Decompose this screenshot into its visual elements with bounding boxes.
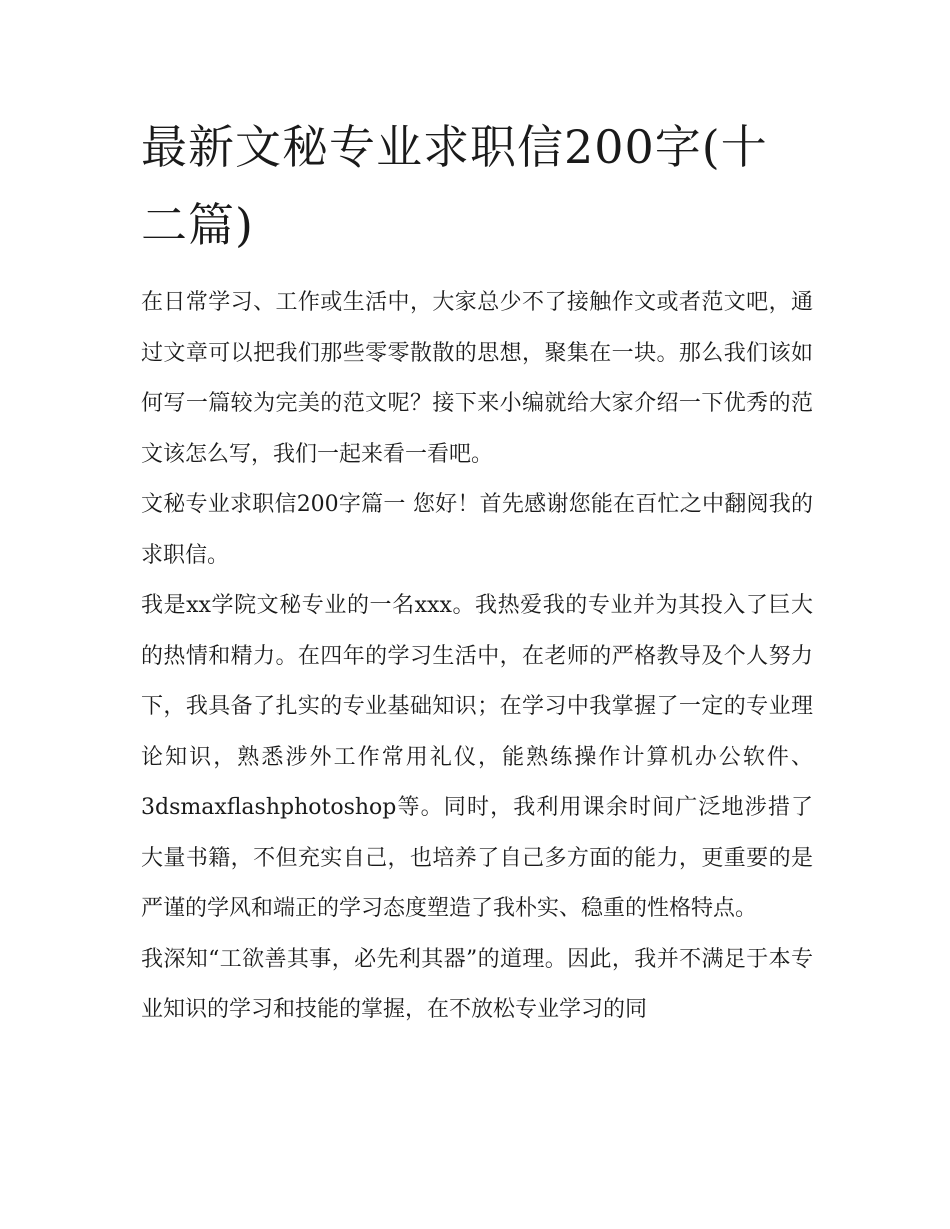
- paragraph-greeting: 文秘专业求职信200字篇一 您好！首先感谢您能在百忙之中翻阅我的求职信。: [141, 492, 813, 568]
- document-page: [141, 108, 813, 1036]
- paragraph-motivation: 我深知“工欲善其事，必先利其器”的道理。因此，我并不满足于本专业知识的学习和技能的掌握，在不放松专业学习的同: [141, 946, 813, 1022]
- paragraph-self-introduction: 我是xx学院文秘专业的一名xxx。我热爱我的专业并为其投入了巨大的热情和精力。在四年的学习生活中，在老师的严格教导及个人努力下，我具备了扎实的专业基础知识；在学习中我掌握了一定的专业理论知识，熟悉涉外工作常用礼仪，能熟练操作计算机办公软件、3dsmaxflashphotoshop等。同时，我利用课余时间广泛地涉措了大量书籍，不但充实自己，也培养了自己多方面的能力，更重要的是严谨的学风和端正的学习态度塑造了我朴实、稳重的性格特点。: [141, 593, 813, 921]
- document-title: 最新文秘专业求职信200字(十二篇): [141, 120, 768, 252]
- paragraph-intro: 在日常学习、工作或生活中，大家总少不了接触作文或者范文吧，通过文章可以把我们那些零零散散的思想，聚集在一块。那么我们该如何写一篇较为完美的范文呢？接下来小编就给大家介绍一下优秀的范文该怎么写，我们一起来看一看吧。: [141, 290, 813, 467]
